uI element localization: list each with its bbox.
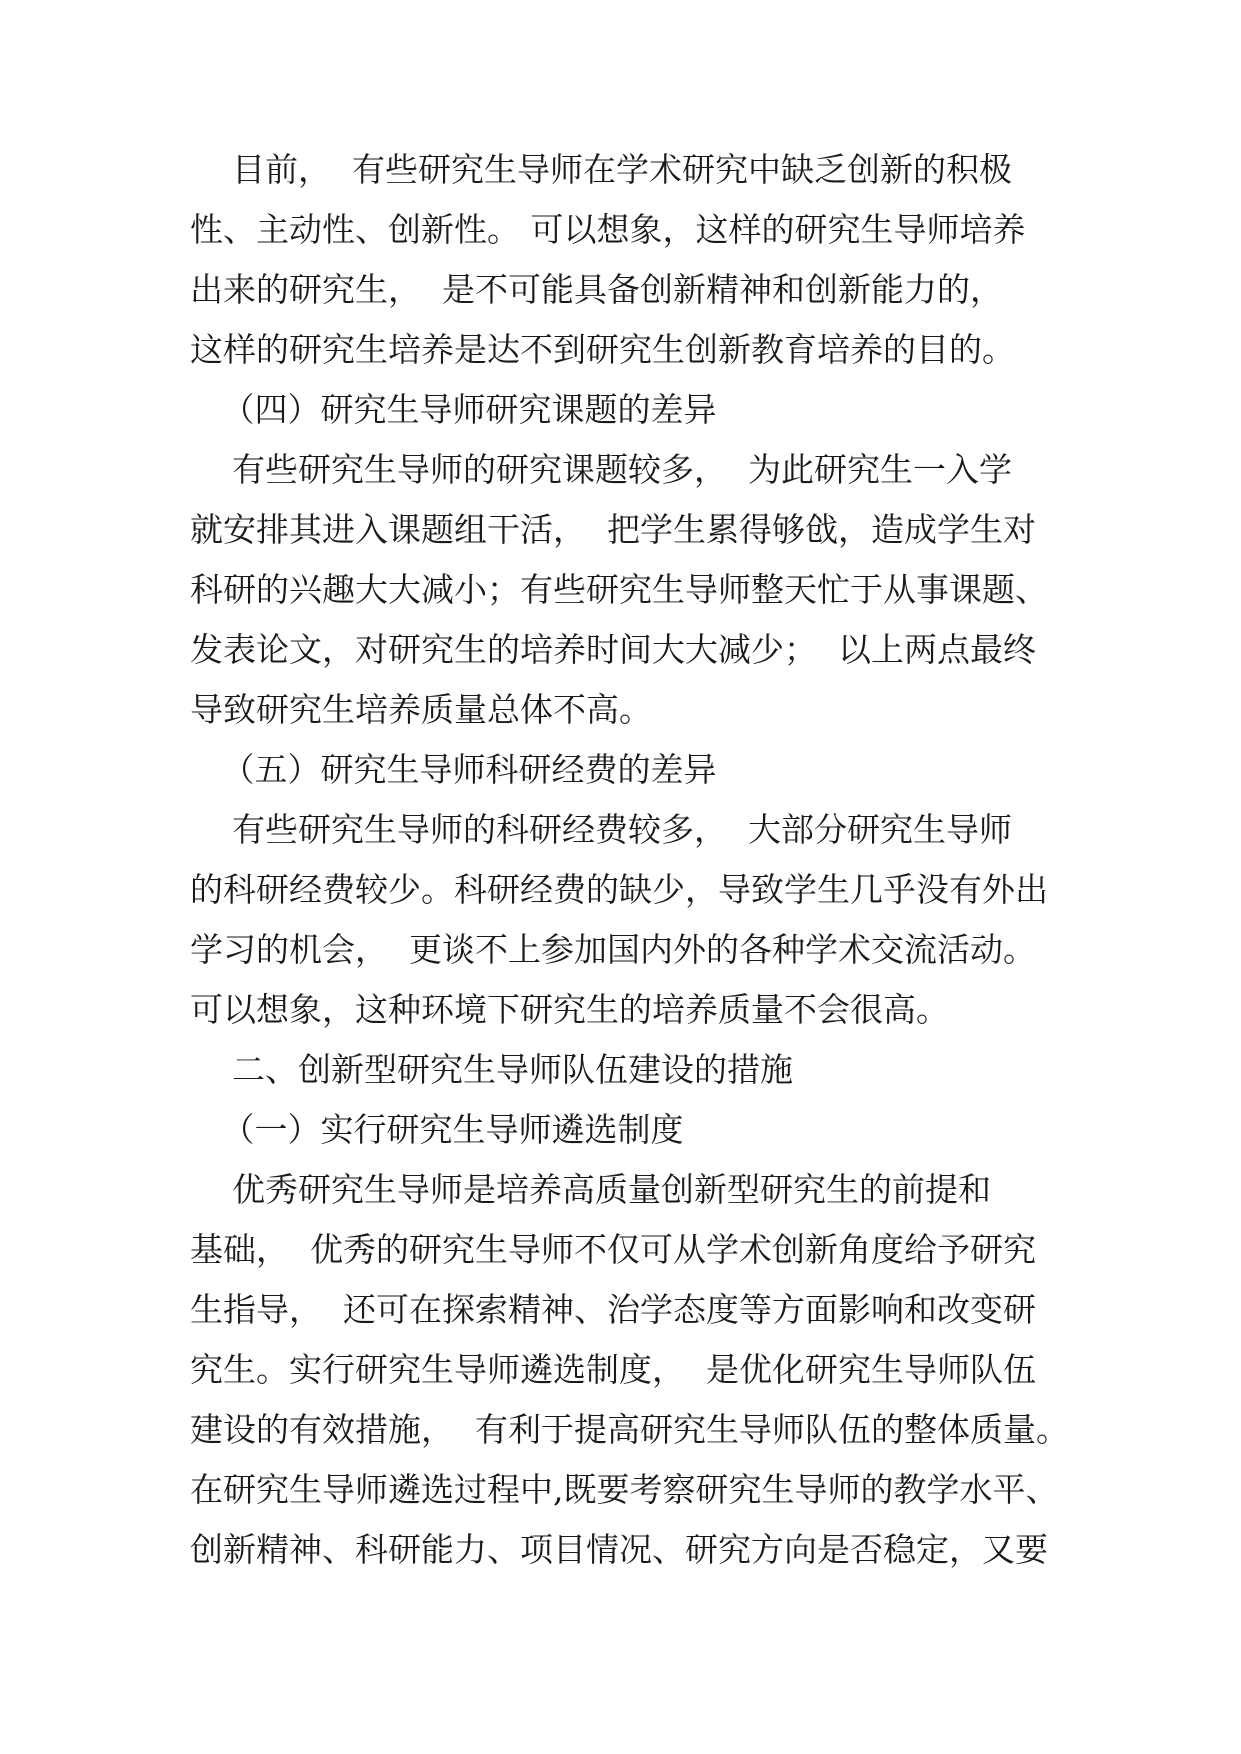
text-line: 出来的研究生， 是不可能具备创新精神和创新能力的， (190, 270, 1003, 309)
section-heading: （一）实行研究生导师遴选制度 (190, 1110, 684, 1149)
text-line: 创新精神、科研能力、项目情况、研究方向是否稳定，又要 (190, 1530, 1048, 1569)
text-line: 就安排其进入课题组干活， 把学生累得够戗，造成学生对 (190, 510, 1036, 549)
text-line: 这样的研究生培养是达不到研究生创新教育培养的目的。 (190, 330, 1015, 369)
text-line: 优秀研究生导师是培养高质量创新型研究生的前提和 (190, 1170, 991, 1209)
text-line: 有些研究生导师的科研经费较多， 大部分研究生导师 (190, 810, 1012, 849)
text-line: 发表论文，对研究生的培养时间大大减少； 以上两点最终 (190, 630, 1036, 669)
text-line: 在研究生导师遴选过程中,既要考察研究生导师的教学水平、 (190, 1470, 1059, 1509)
text-line: 可以想象，这种环境下研究生的培养质量不会很高。 (190, 990, 949, 1029)
text-line: 基础， 优秀的研究生导师不仅可从学术创新角度给予研究 (190, 1230, 1036, 1269)
text-line: 建设的有效措施， 有利于提高研究生导师队伍的整体质量。 (190, 1410, 1069, 1449)
text-line: 目前， 有些研究生导师在学术研究中缺乏创新的积极 (190, 150, 1012, 189)
text-line: 究生。实行研究生导师遴选制度， 是优化研究生导师队伍 (190, 1350, 1036, 1389)
text-line: 学习的机会， 更谈不上参加国内外的各种学术交流活动。 (190, 930, 1036, 969)
text-line: 的科研经费较少。科研经费的缺少，导致学生几乎没有外出 (190, 870, 1048, 909)
section-heading: （四）研究生导师研究课题的差异 (190, 390, 717, 429)
text-line: 有些研究生导师的研究课题较多， 为此研究生一入学 (190, 450, 1012, 489)
text-line: 科研的兴趣大大减小；有些研究生导师整天忙于从事课题、 (190, 570, 1048, 609)
section-heading: （五）研究生导师科研经费的差异 (190, 750, 717, 789)
text-line: 性、主动性、创新性。 可以想象，这样的研究生导师培养 (190, 210, 1026, 249)
text-line: 生指导， 还可在探索精神、治学态度等方面影响和改变研 (190, 1290, 1036, 1329)
section-heading: 二、创新型研究生导师队伍建设的措施 (190, 1050, 793, 1089)
text-line: 导致研究生培养质量总体不高。 (190, 690, 652, 729)
